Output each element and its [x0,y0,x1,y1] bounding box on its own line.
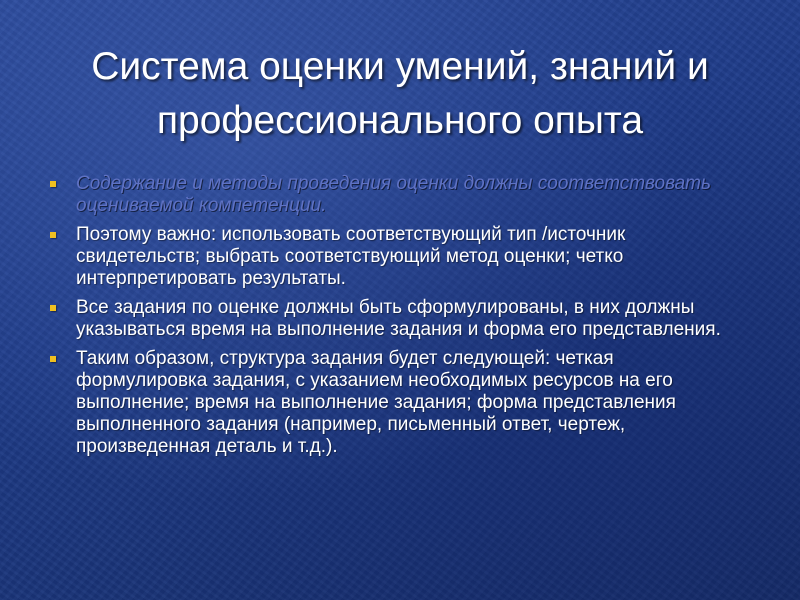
slide-title: Система оценки умений, знаний и профессионального опыта [91,45,709,142]
bullet-item-2 [50,224,750,290]
square-bullet-icon [50,181,56,187]
bullet-item-4 [50,348,750,458]
bullet-item-3 [50,297,750,341]
bullet-text: Все задания по оценке должны быть сформулированы, в них должны указываться время на выполнение задания и форма его представления. [76,297,721,340]
bullet-text: Поэтому важно: использовать соответствующий тип /источник свидетельств; выбрать соответствующий метод оценки; четко интерпретировать результаты. [76,224,626,289]
bullet-text: Содержание и методы проведения оценки должны соответствовать оцениваемой компетенции. [76,173,711,216]
bullet-item-1 [50,173,750,217]
bullet-text: Таким образом, структура задания будет следующей: четкая формулировка задания, с указанием необходимых ресурсов на его выполнение; время на выполнение задания; форма представления выполненного задания (например, письменный ответ, чертеж, произведенная деталь и т.д.). [76,348,676,457]
square-bullet-icon [50,305,56,311]
bullet-list [50,173,750,465]
square-bullet-icon [50,232,56,238]
square-bullet-icon [50,356,56,362]
